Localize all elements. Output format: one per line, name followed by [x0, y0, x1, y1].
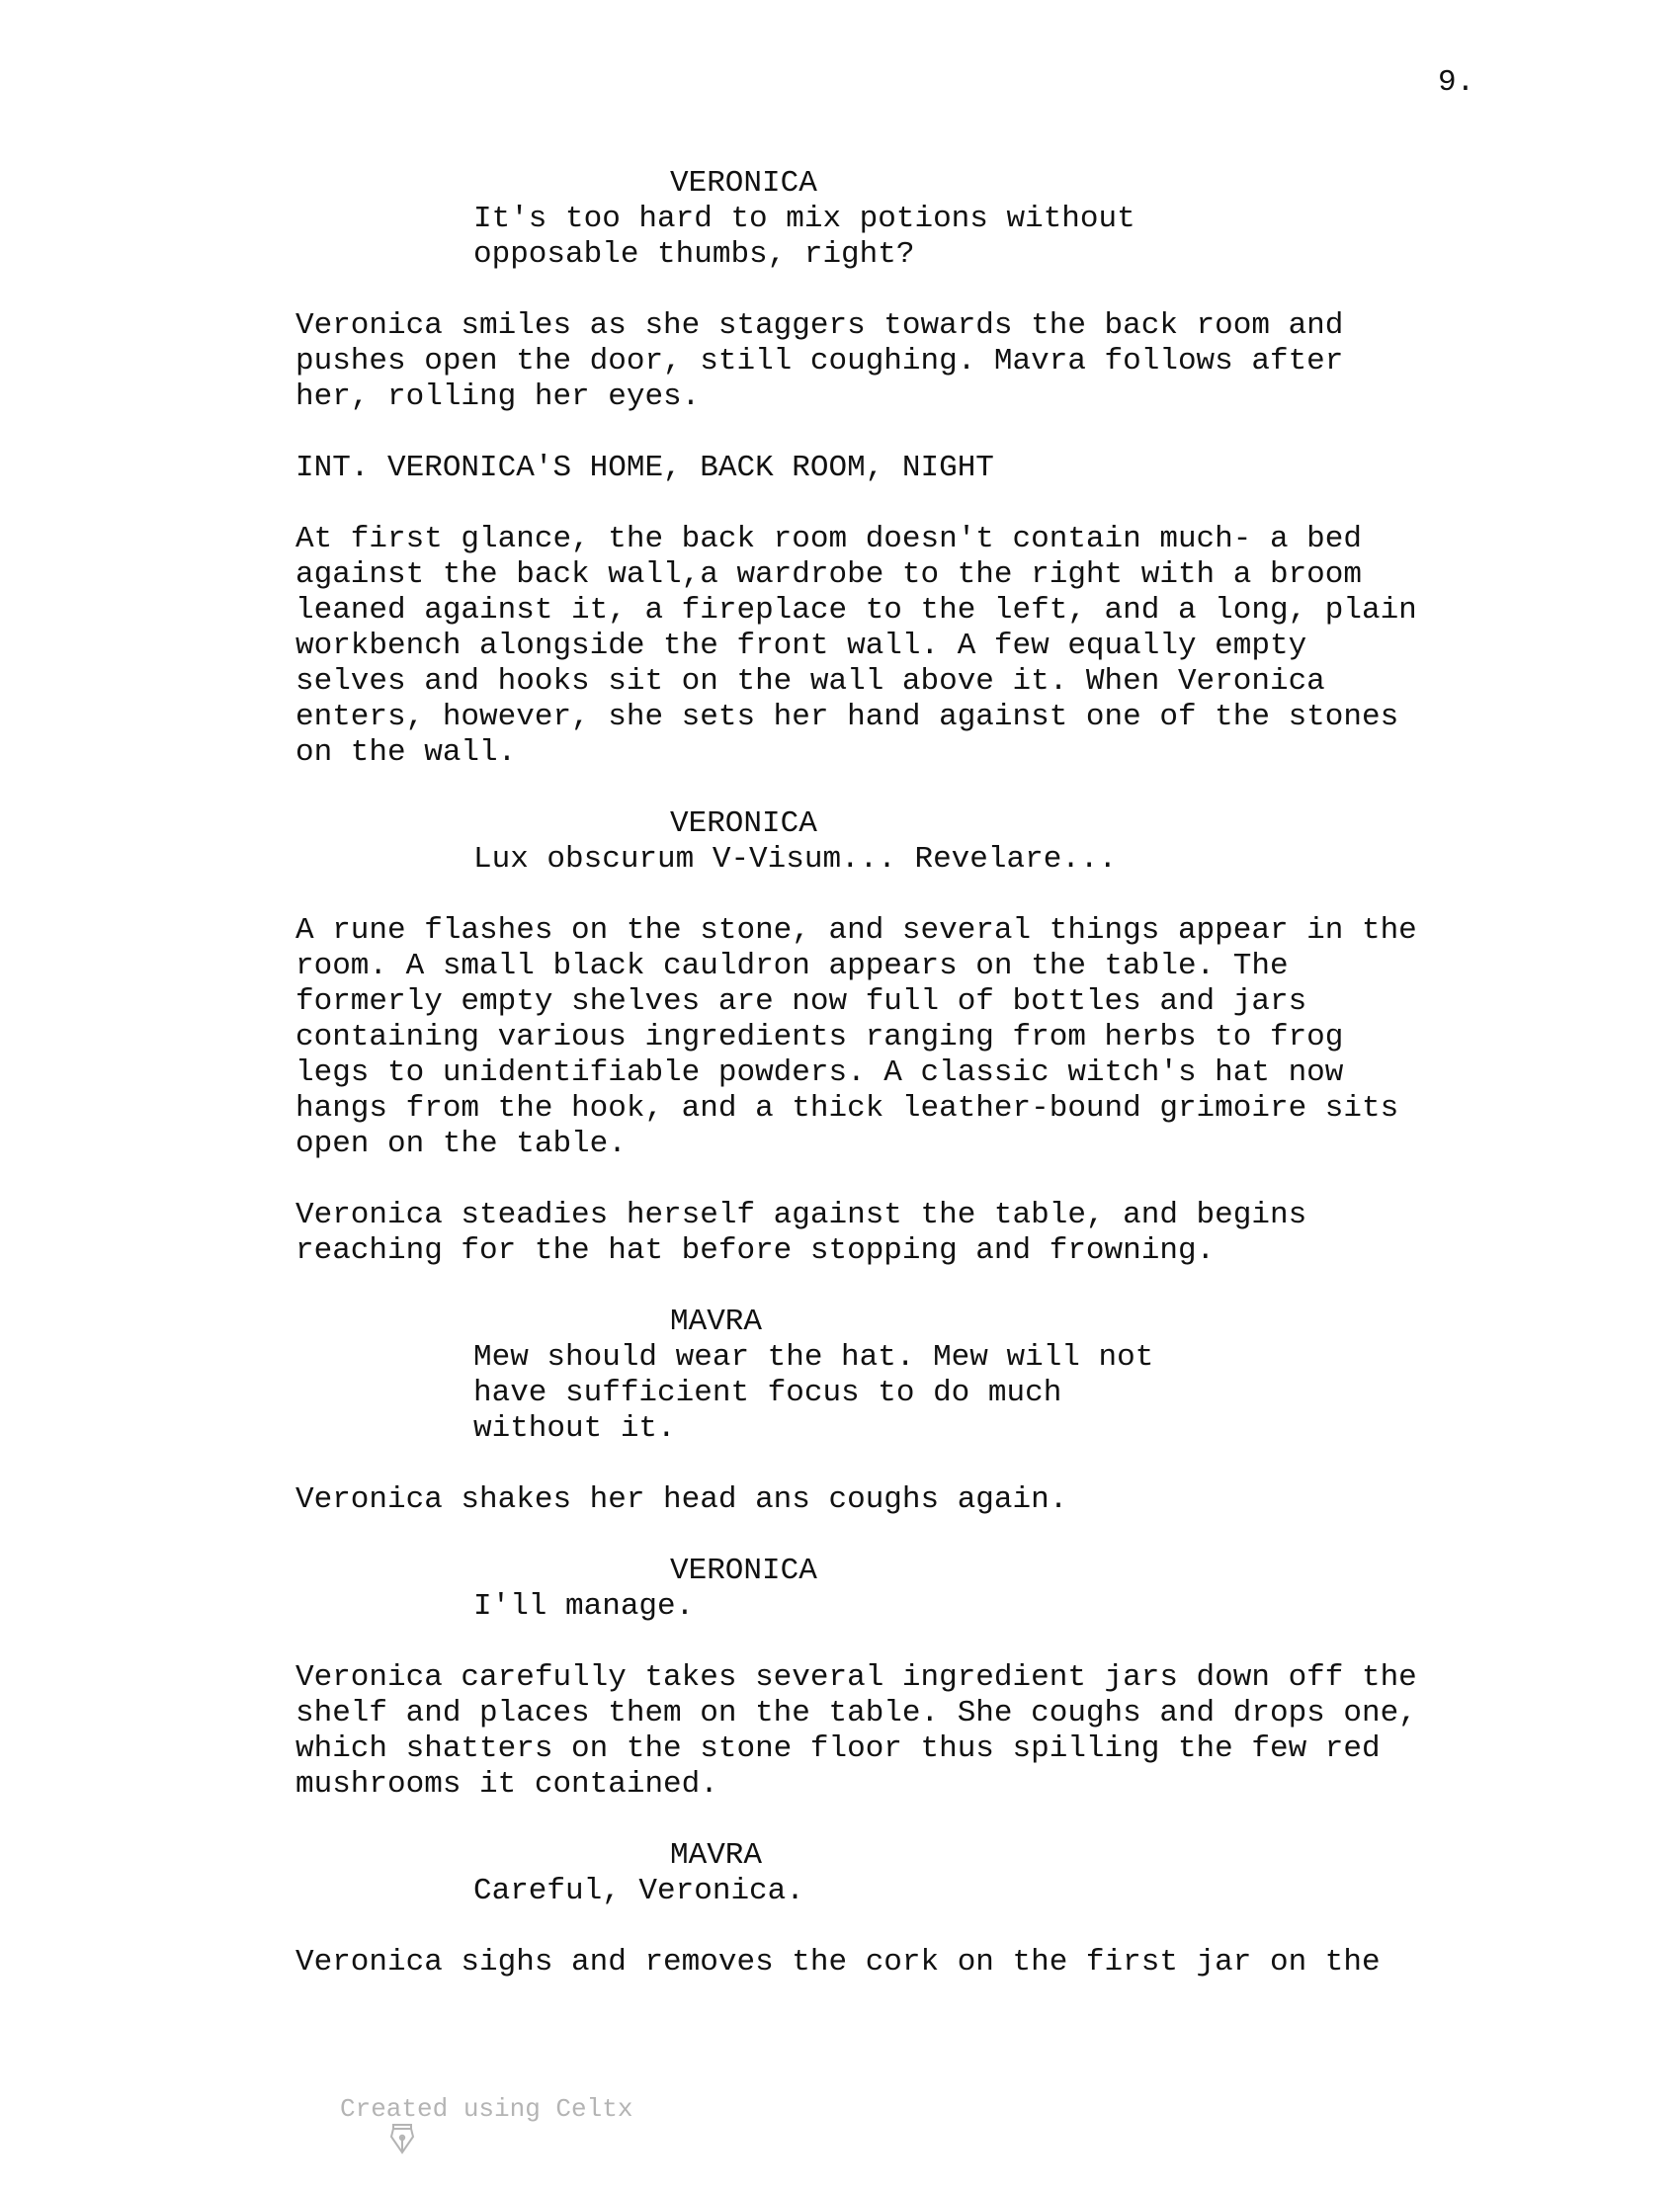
dialogue-block — [0, 1305, 1680, 1447]
page-number: 9. — [1438, 65, 1475, 100]
character-name: VERONICA — [670, 166, 817, 201]
dialogue-line: Lux obscurum V-Visum... Revelare... — [473, 842, 1118, 877]
fountain-pen-icon — [296, 2093, 322, 2125]
action-paragraph: Veronica carefully takes several ingredient jars down off the shelf and places them on the table. She coughs and drops one, which shatters on the stone floor thus spilling the few red mushrooms it contained. — [295, 1660, 1417, 1802]
screenplay-body — [0, 166, 1680, 2016]
dialogue-line: It's too hard to mix potions without opposable thumbs, right? — [473, 202, 1135, 272]
action-paragraph: Veronica sighs and removes the cork on the first jar on the — [295, 1945, 1381, 1980]
character-name: MAVRA — [670, 1305, 763, 1339]
action-paragraph: At first glance, the back room doesn't contain much- a bed against the back wall,a wardrobe to the right with a broom leaned against it, a fireplace to the left, and a long, plain workbench alongside the front wall. A few equally empty selves and hooks sit on the wall above it. When Veronica enters, however, she sets her hand against one of the stones on the wall. — [295, 522, 1417, 770]
dialogue-block — [0, 806, 1680, 878]
character-name: VERONICA — [670, 806, 817, 841]
action-paragraph: A rune flashes on the stone, and several things appear in the room. A small black cauldron appears on the table. The formerly empty shelves are now full of bottles and jars containing various ingredients ranging from herbs to frog legs to unidentifiable powders. A classic witch's hat now hangs from the hook, and a thick leather-bound grimoire sits open on the table. — [295, 913, 1417, 1161]
scene-heading: INT. VERONICA'S HOME, BACK ROOM, NIGHT — [295, 451, 994, 485]
footer-text: Created using Celtx — [340, 2094, 633, 2124]
character-name: MAVRA — [670, 1838, 763, 1873]
action-paragraph: Veronica steadies herself against the table, and begins reaching for the hat before stopping and frowning. — [295, 1198, 1307, 1268]
celtx-footer — [296, 2093, 632, 2125]
character-name: VERONICA — [670, 1554, 817, 1588]
action-paragraph: Veronica smiles as she staggers towards the back room and pushes open the door, still coughing. Mavra follows after her, rolling her eyes. — [295, 308, 1344, 414]
dialogue-line: I'll manage. — [473, 1589, 695, 1624]
action-paragraph: Veronica shakes her head ans coughs again. — [295, 1482, 1068, 1517]
dialogue-block — [0, 1838, 1680, 1909]
dialogue-block — [0, 166, 1680, 273]
dialogue-block — [0, 1554, 1680, 1625]
dialogue-line: Careful, Veronica. — [473, 1874, 804, 1908]
dialogue-line: Mew should wear the hat. Mew will not have sufficient focus to do much without it. — [473, 1340, 1154, 1446]
